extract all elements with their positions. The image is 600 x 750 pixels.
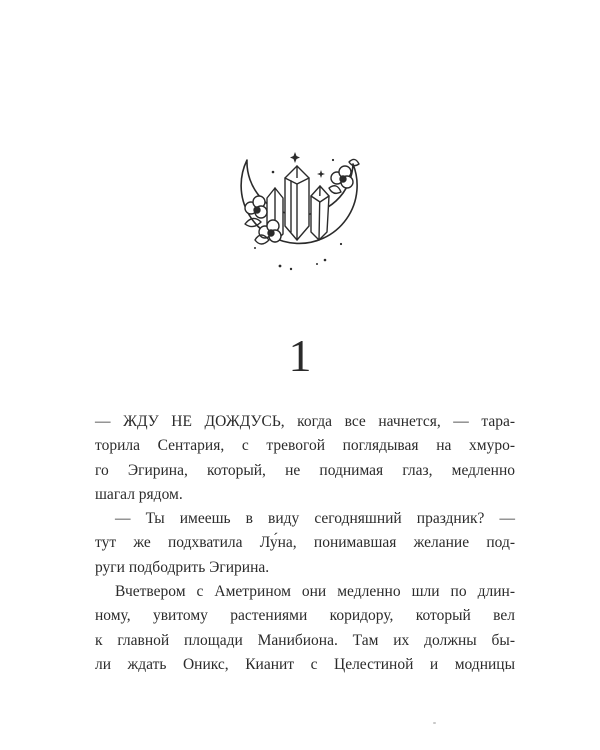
text-line: ному, увитому растениями коридору, который вел xyxy=(95,607,515,625)
crescent-moon-crystals-icon xyxy=(225,148,375,278)
text-line: шагал рядом. xyxy=(95,485,183,503)
text-line: — ЖДУ НЕ ДОЖДУСЬ, когда все начнется, — тара- xyxy=(95,413,515,430)
chapter-body-text xyxy=(95,410,515,677)
text-line: Вчетвером с Аметрином они медленно шли по длин- xyxy=(115,583,515,601)
text-line: к главной площади Манибиона. Там их должны бы- xyxy=(95,631,515,649)
text-line: тут же подхватила Лу́на, понимавшая желание под- xyxy=(95,534,515,552)
text-line: го Эгирина, который, не поднимая глаз, медленно xyxy=(95,461,515,479)
text-line: торила Сентария, с тревогой поглядывая на хмуро- xyxy=(95,437,515,455)
page-speck xyxy=(433,722,436,724)
text-line: ли ждать Оникс, Кианит с Целестиной и модницы xyxy=(95,655,515,673)
chapter-number: 1 xyxy=(288,330,312,381)
text-line: руги подбодрить Эгирина. xyxy=(95,558,270,576)
text-line: — Ты имеешь в виду сегодняшний праздник? — xyxy=(115,510,515,528)
